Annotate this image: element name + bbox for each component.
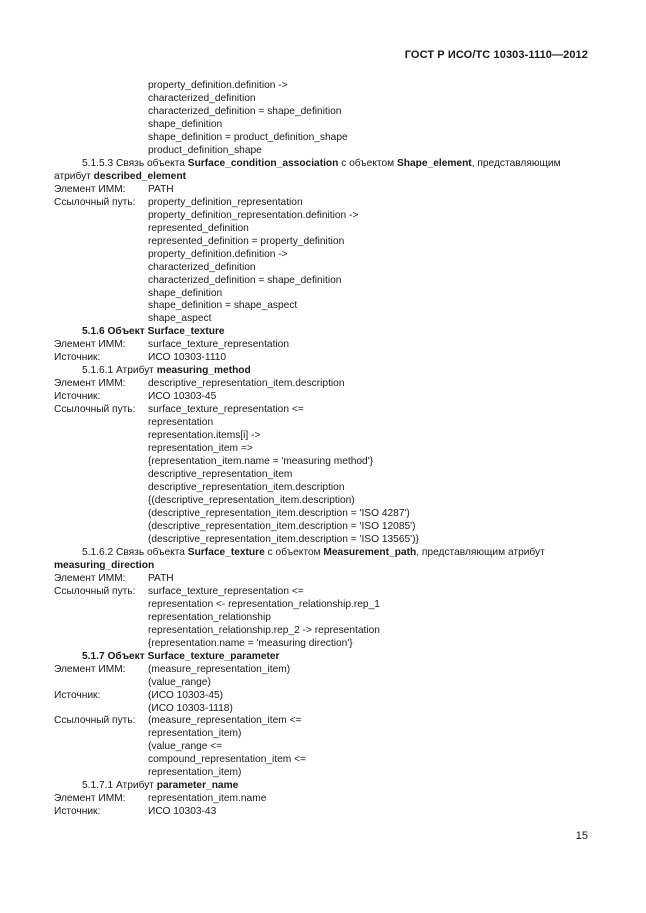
heading-text: 5.1.5.3 Связь объекта — [82, 157, 188, 169]
field-row — [54, 404, 594, 417]
field-value: (descriptive_representation_item.description = 'ISO 13565')} — [148, 533, 419, 545]
field-row — [54, 352, 594, 365]
field-value: characterized_definition = shape_definition — [148, 105, 342, 117]
path-line — [54, 754, 594, 767]
field-value: property_definition_representation.definition -> — [148, 209, 359, 221]
heading-text: , представляющим — [471, 157, 561, 169]
path-line — [54, 703, 594, 716]
field-value: representation <- representation_relationship.rep_1 — [148, 598, 380, 610]
field-label: Элемент ИММ: — [54, 663, 126, 675]
field-value: shape_definition = product_definition_shape — [148, 131, 348, 143]
section-heading — [54, 326, 594, 339]
path-line — [54, 430, 594, 443]
path-line — [54, 262, 594, 275]
path-line — [54, 210, 594, 223]
field-row — [54, 806, 594, 819]
entity-name: Shape_element — [396, 157, 472, 169]
path-line — [54, 93, 594, 106]
heading-text: атрибут — [54, 170, 94, 182]
path-line — [54, 417, 594, 430]
field-label: Элемент ИММ: — [54, 183, 126, 195]
field-value: compound_representation_item <= — [148, 754, 307, 766]
field-label: Элемент ИММ: — [54, 378, 126, 390]
field-value: represented_definition — [148, 222, 249, 234]
entity-name: parameter_name — [156, 780, 239, 792]
section-heading — [54, 547, 594, 560]
path-line — [54, 145, 594, 158]
path-line — [54, 313, 594, 326]
path-line — [54, 469, 594, 482]
entity-name: measuring_direction — [54, 559, 155, 571]
field-value: characterized_definition = shape_definition — [148, 274, 342, 286]
field-row — [54, 793, 594, 806]
path-line — [54, 534, 594, 547]
path-line — [54, 677, 594, 690]
field-value: (measure_representation_item) — [148, 663, 291, 675]
field-value: representation.items[i] -> — [148, 430, 261, 442]
path-line — [54, 275, 594, 288]
field-value: ИСО 10303-1110 — [148, 352, 227, 364]
field-value: descriptive_representation_item.description — [148, 482, 345, 494]
section-heading — [54, 651, 594, 664]
field-value: characterized_definition — [148, 92, 256, 104]
field-value: {representation_item.name = 'measuring method'} — [148, 456, 374, 468]
heading-text: с объектом — [264, 546, 324, 558]
field-value: representation_item.name — [148, 793, 267, 805]
field-value: represented_definition = property_definition — [148, 235, 345, 247]
entity-name: Measurement_path — [323, 546, 417, 558]
field-row — [54, 339, 594, 352]
heading-text: 5.1.6.1 Атрибут — [82, 365, 157, 377]
field-value: characterized_definition — [148, 261, 256, 273]
document-header: ГОСТ Р ИСО/ТС 10303-1110—2012 — [404, 49, 588, 61]
path-line — [54, 767, 594, 780]
path-line — [54, 300, 594, 313]
heading-text: 5.1.7.1 Атрибут — [82, 780, 157, 792]
field-label: Ссылочный путь: — [54, 715, 136, 727]
field-row — [54, 715, 594, 728]
path-line — [54, 80, 594, 93]
field-value: (ИСО 10303-1118) — [148, 702, 233, 714]
path-line — [54, 119, 594, 132]
path-line — [54, 249, 594, 262]
field-value: representation_relationship.rep_2 -> representation — [148, 624, 380, 636]
path-line — [54, 508, 594, 521]
field-label: Источник: — [54, 391, 101, 403]
field-value: (ИСО 10303-45) — [148, 689, 224, 701]
section-heading — [54, 365, 594, 378]
document-body — [54, 80, 594, 819]
field-label: Источник: — [54, 689, 101, 701]
path-line — [54, 599, 594, 612]
field-value: {representation.name = 'measuring direction'} — [148, 637, 353, 649]
field-value: representation_item) — [148, 767, 242, 779]
heading-text: с объектом — [338, 157, 397, 169]
path-line — [54, 612, 594, 625]
entity-name: 5.1.6 Объект Surface_texture — [82, 326, 225, 338]
field-value: surface_texture_representation — [148, 339, 290, 351]
path-line — [54, 521, 594, 534]
field-row — [54, 586, 594, 599]
path-line — [54, 728, 594, 741]
field-value: property_definition_representation — [148, 196, 303, 208]
field-value: shape_definition — [148, 287, 223, 299]
field-value: PATH — [148, 183, 174, 195]
field-row — [54, 378, 594, 391]
section-heading — [54, 158, 594, 171]
field-label: Ссылочный путь: — [54, 404, 136, 416]
field-label: Элемент ИММ: — [54, 339, 126, 351]
path-line — [54, 443, 594, 456]
field-label: Ссылочный путь: — [54, 585, 136, 597]
entity-name: 5.1.7 Объект Surface_texture_parameter — [82, 650, 280, 662]
field-label: Ссылочный путь: — [54, 196, 136, 208]
field-value: descriptive_representation_item — [148, 469, 293, 481]
entity-name: measuring_method — [156, 365, 251, 377]
entity-name: described_element — [93, 170, 186, 182]
heading-continuation — [54, 560, 594, 573]
field-value: representation_item => — [148, 443, 253, 455]
path-line — [54, 288, 594, 301]
field-value: (descriptive_representation_item.description = 'ISO 12085') — [148, 520, 416, 532]
field-value: PATH — [148, 572, 174, 584]
path-line — [54, 625, 594, 638]
field-value: property_definition.definition -> — [148, 248, 288, 260]
field-row — [54, 391, 594, 404]
field-label: Элемент ИММ: — [54, 572, 126, 584]
entity-name: Surface_condition_association — [187, 157, 339, 169]
field-label: Элемент ИММ: — [54, 793, 126, 805]
field-value: ИСО 10303-45 — [148, 391, 217, 403]
field-label: Источник: — [54, 352, 101, 364]
field-value: {(descriptive_representation_item.description) — [148, 495, 355, 506]
field-value: property_definition.definition -> — [148, 80, 288, 91]
heading-continuation — [54, 171, 594, 184]
path-line — [54, 223, 594, 236]
path-line — [54, 236, 594, 249]
field-value: product_definition_shape — [148, 144, 262, 156]
field-row — [54, 664, 594, 677]
path-line — [54, 741, 594, 754]
heading-text: 5.1.6.2 Связь объекта — [82, 546, 188, 558]
field-row — [54, 184, 594, 197]
path-line — [54, 495, 594, 508]
field-value: (value_range) — [148, 676, 211, 688]
section-heading — [54, 780, 594, 793]
path-line — [54, 482, 594, 495]
heading-text: , представляющим атрибут — [416, 546, 545, 558]
field-value: surface_texture_representation <= — [148, 404, 304, 416]
field-value: shape_definition = shape_aspect — [148, 300, 298, 312]
field-value: representation_relationship — [148, 611, 271, 623]
field-value: (descriptive_representation_item.description = 'ISO 4287') — [148, 507, 410, 519]
field-value: representation_item) — [148, 728, 242, 740]
field-value: shape_definition — [148, 118, 223, 130]
path-line — [54, 132, 594, 145]
field-value: shape_aspect — [148, 313, 212, 325]
path-line — [54, 456, 594, 469]
path-line — [54, 638, 594, 651]
field-row — [54, 573, 594, 586]
entity-name: Surface_texture — [187, 546, 265, 558]
field-label: Источник: — [54, 806, 101, 818]
field-value: ИСО 10303-43 — [148, 806, 217, 818]
path-line — [54, 106, 594, 119]
field-value: descriptive_representation_item.description — [148, 378, 345, 390]
page-number: 15 — [575, 830, 588, 842]
field-value: (measure_representation_item <= — [148, 715, 302, 727]
field-row — [54, 197, 594, 210]
field-value: (value_range <= — [148, 741, 223, 753]
field-value: surface_texture_representation <= — [148, 585, 304, 597]
field-row — [54, 690, 594, 703]
field-value: representation — [148, 417, 214, 429]
